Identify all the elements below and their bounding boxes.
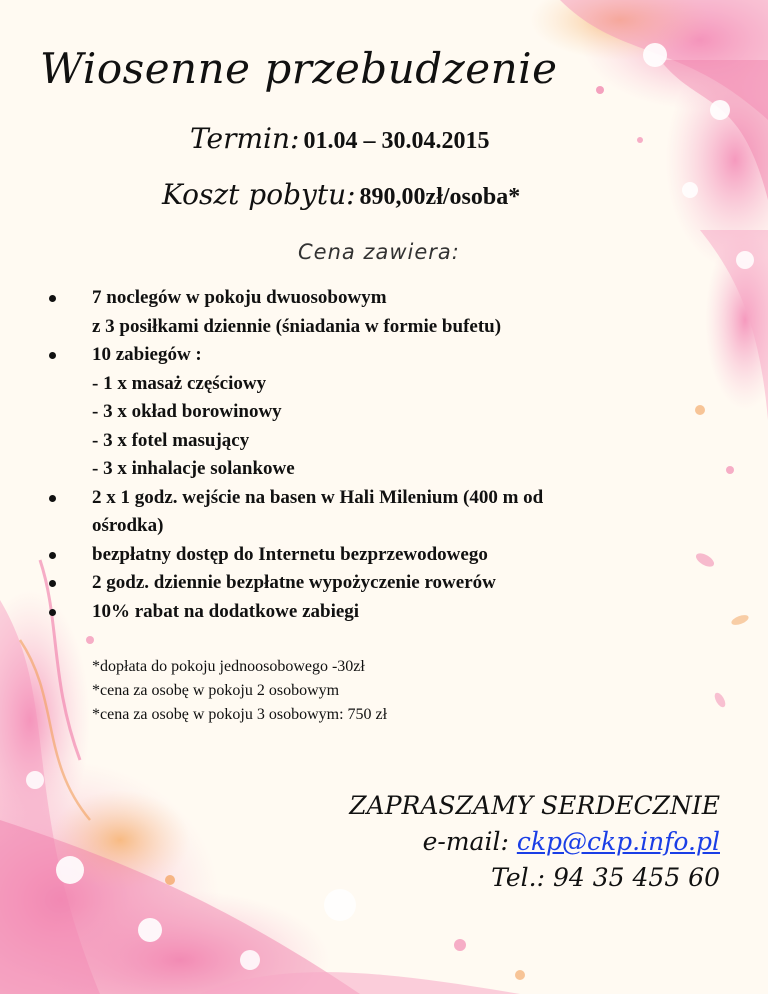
list-item <box>44 284 684 341</box>
list-item-line: 2 godz. dziennie bezpłatne wypożyczenie rowerów <box>92 572 496 593</box>
price-note: *dopłata do pokoju jednoosobowego -30zł <box>92 658 365 675</box>
list-item-line: - 3 x inhalacje solankowe <box>92 458 295 479</box>
list-item-line: 2 x 1 godz. wejście na basen w Hali Milenium (400 m od <box>92 486 544 508</box>
page-title: Wiosenne przebudzenie <box>40 44 558 93</box>
cost-value: 890,00zł/osoba* <box>359 184 521 210</box>
price-note: *cena za osobę w pokoju 3 osobowym: 750 zł <box>92 706 388 723</box>
email-line <box>349 824 720 860</box>
list-item-line: ośrodka) <box>92 515 164 536</box>
list-item <box>44 569 684 598</box>
cost-line <box>162 178 520 211</box>
list-item <box>44 598 684 627</box>
includes-list <box>44 284 684 626</box>
list-item-line: bezpłatny dostęp do Internetu bezprzewodowego <box>92 543 488 565</box>
list-item-line: 7 noclegów w pokoju dwuosobowym <box>92 287 387 308</box>
list-item-line: - 3 x okład borowinowy <box>92 401 282 422</box>
term-line <box>190 122 489 155</box>
phone-label: Tel.: <box>491 863 546 892</box>
phone-line <box>349 860 720 896</box>
list-item <box>44 541 684 570</box>
list-item-line: 10 zabiegów : <box>92 344 202 365</box>
list-item <box>44 341 684 484</box>
right-edge-petals <box>694 551 750 709</box>
price-notes <box>92 655 387 727</box>
list-item-line: - 1 x masaż częściowy <box>92 372 267 394</box>
list-item-line: 10% rabat na dodatkowe zabiegi <box>92 600 360 622</box>
list-item <box>44 484 684 541</box>
term-label: Termin: <box>190 122 300 155</box>
phone-number: 94 35 455 60 <box>553 863 720 892</box>
contact-footer <box>349 788 720 896</box>
invite-text: ZAPRASZAMY SERDECZNIE <box>349 791 720 820</box>
list-item-line: - 3 x fotel masujący <box>92 429 250 451</box>
cost-label: Koszt pobytu: <box>162 178 356 211</box>
term-value: 01.04 – 30.04.2015 <box>303 128 490 154</box>
email-label: e-mail: <box>422 827 509 856</box>
price-note: *cena za osobę w pokoju 2 osobowym <box>92 682 340 699</box>
includes-heading: Cena zawiera: <box>298 240 460 264</box>
email-link[interactable]: ckp@ckp.info.pl <box>516 827 720 856</box>
list-item-line: z 3 posiłkami dziennie (śniadania w formie bufetu) <box>92 315 502 337</box>
